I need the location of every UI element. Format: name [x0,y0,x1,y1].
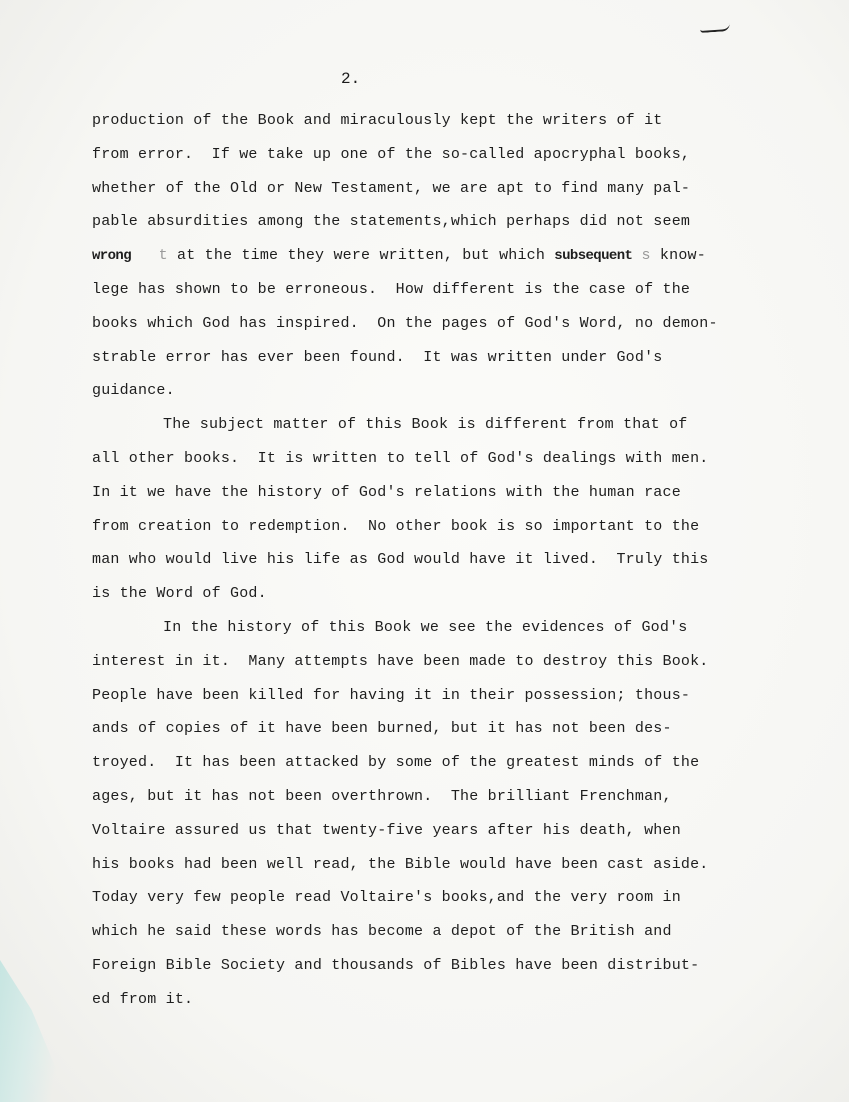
text-line: whether of the Old or New Testament, we are apt to find many pal- [92,179,691,197]
text-line: from error. If we take up one of the so-called apocryphal books, [92,145,691,163]
text-line: guidance. [92,382,175,400]
text-line: which he said these words has become a depot of the British and [92,923,672,941]
text-line: ands of copies of it have been burned, but it has not been des- [92,720,672,738]
text-line: man who would live his life as God would have it lived. Truly this [92,551,709,569]
text-line-with-corrections [92,239,792,273]
text-line: interest in it. Many attempts have been made to destroy this Book. [92,652,709,670]
text-fragment: at the time they were written, but which [167,247,555,265]
text-line: Voltaire assured us that twenty-five years after his death, when [92,821,681,839]
text-line: from creation to redemption. No other book is so important to the [92,517,700,535]
struck-text: s [632,247,651,265]
text-line: his books had been well read, the Bible would have been cast aside. [92,855,709,873]
paragraph-first-line: In the history of this Book we see the evidences of God's [163,618,688,636]
pen-mark [700,23,730,33]
text-fragment: know- [650,247,706,265]
text-line: books which God has inspired. On the pages of God's Word, no demon- [92,314,718,332]
struck-text: t [131,247,168,265]
text-line: troyed. It has been attacked by some of the greatest minds of the [92,754,700,772]
typed-text [92,104,792,1017]
page-number: 2. [341,70,361,88]
text-line: lege has shown to be erroneous. How different is the case of the [92,280,691,298]
typed-correction: wrong [92,248,132,265]
text-line: Foreign Bible Society and thousands of Bibles have been distribut- [92,956,700,974]
text-line: production of the Book and miraculously kept the writers of it [92,112,663,129]
text-line: Today very few people read Voltaire's books,and the very room in [92,889,681,907]
paragraph-first-line: The subject matter of this Book is different from that of [163,416,688,434]
text-line: strable error has ever been found. It was written under God's [92,348,663,366]
typed-correction: subsequent [554,248,633,265]
text-line: In it we have the history of God's relations with the human race [92,483,681,501]
folded-corner [0,960,70,1102]
text-line: ed from it. [92,990,194,1008]
text-line: all other books. It is written to tell of God's dealings with men. [92,449,709,467]
text-line: People have been killed for having it in their possession; thous- [92,686,691,704]
text-line: ages, but it has not been overthrown. The brilliant Frenchman, [92,787,672,805]
text-line: is the Word of God. [92,585,267,603]
text-line: pable absurdities among the statements,which perhaps did not seem [92,213,691,231]
